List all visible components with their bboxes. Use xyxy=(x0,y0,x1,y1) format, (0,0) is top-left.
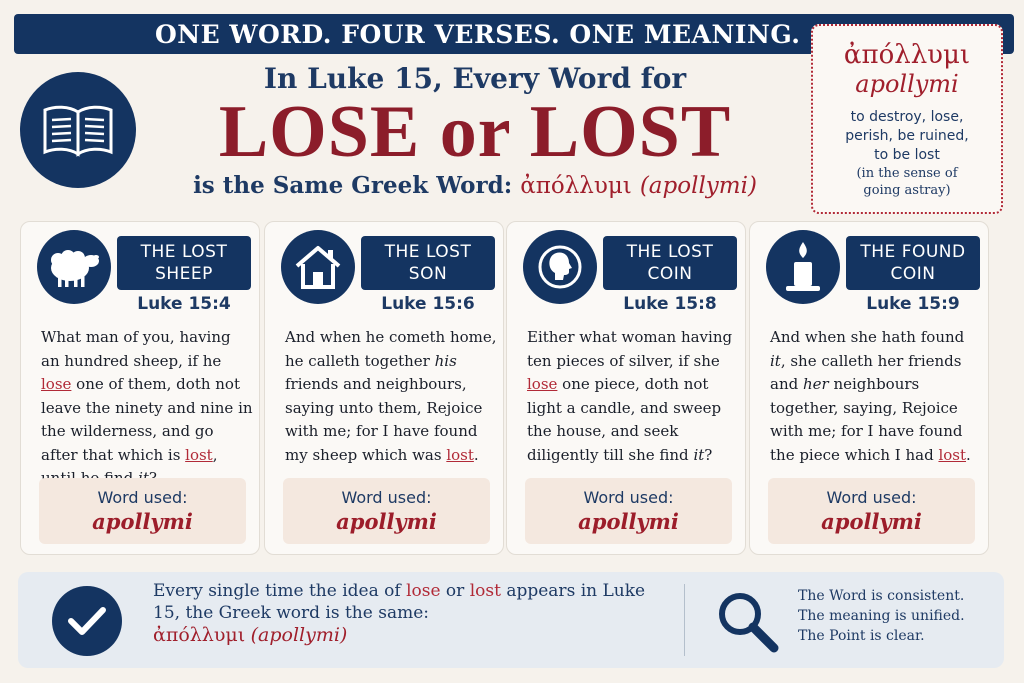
headline-line3 xyxy=(150,172,800,199)
definition-line: to destroy, lose, xyxy=(850,109,964,125)
verse-part: ? xyxy=(704,445,713,464)
house-icon xyxy=(281,230,355,304)
word-used-label: Word used: xyxy=(583,488,674,507)
verse-reference: Luke 15:8 xyxy=(623,294,717,314)
card-lost-sheep xyxy=(20,221,260,555)
definition-meaning xyxy=(813,108,1001,165)
verse-part: What man of you, having an hundred sheep, if he xyxy=(41,328,231,370)
card-title-line: COIN xyxy=(647,264,693,284)
definition-note-line: going astray) xyxy=(863,183,951,198)
verse-text xyxy=(41,326,253,491)
footer-panel xyxy=(18,572,1004,668)
definition-note-line: (in the sense of xyxy=(856,166,958,181)
footer-summary xyxy=(798,586,998,646)
verse-reference: Luke 15:6 xyxy=(381,294,475,314)
footer-text: appears in Luke 15, the Greek word is the same: xyxy=(153,581,646,623)
candle-icon xyxy=(766,230,840,304)
head-profile-icon xyxy=(523,230,597,304)
highlight-word: lose xyxy=(527,375,558,393)
verse-reference: Luke 15:4 xyxy=(137,294,231,314)
checkmark-icon xyxy=(52,586,122,656)
verse-part: one piece, doth not light a candle, and sweep the house, and seek diligently till she find xyxy=(527,375,722,464)
verse-italic: her xyxy=(802,375,829,393)
highlight-word: lose xyxy=(41,375,72,393)
card-title-line: THE LOST xyxy=(626,242,714,262)
card-lost-son xyxy=(264,221,504,555)
headline-line1: In Luke 15, Every Word for xyxy=(263,62,687,95)
footer-translit: (apollymi) xyxy=(250,624,348,646)
footer-greek: ἀπόλλυμι xyxy=(153,624,246,646)
footer-text: Every single time the idea of xyxy=(153,581,407,601)
highlight-word: lost xyxy=(938,445,967,464)
book-icon xyxy=(20,72,136,188)
card-title xyxy=(603,236,737,290)
verse-part: . xyxy=(473,445,479,464)
word-used-label: Word used: xyxy=(97,488,188,507)
card-title-line: THE FOUND xyxy=(860,242,966,262)
summary-line: The Point is clear. xyxy=(798,628,925,644)
verse-italic: it xyxy=(770,351,781,370)
headline-greek: ἀπόλλυμι xyxy=(520,173,632,199)
card-title-line: COIN xyxy=(890,264,936,284)
word-used-value: apollymi xyxy=(92,509,193,534)
card-title-line: THE LOST xyxy=(384,242,472,262)
word-used-label: Word used: xyxy=(826,488,917,507)
summary-line: The Word is consistent. xyxy=(798,588,965,604)
sheep-icon xyxy=(37,230,111,304)
verse-reference: Luke 15:9 xyxy=(866,294,960,314)
verse-text xyxy=(527,326,739,467)
verse-part: Either what woman having ten pieces of silver, if she xyxy=(527,328,733,370)
word-used-value: apollymi xyxy=(578,509,679,534)
card-title-line: THE LOST xyxy=(140,242,228,262)
footer-highlight: lose xyxy=(406,581,441,601)
card-lost-coin xyxy=(506,221,746,555)
word-used-value: apollymi xyxy=(821,509,922,534)
summary-line: The meaning is unified. xyxy=(798,608,965,624)
word-used-box xyxy=(283,478,490,544)
headline-prefix: is the Same Greek Word: xyxy=(193,172,513,199)
verse-text xyxy=(285,326,497,467)
card-title xyxy=(117,236,251,290)
definition-greek: ἀπόλλυμι xyxy=(843,40,971,70)
card-title xyxy=(361,236,495,290)
definition-line: to be lost xyxy=(874,147,940,163)
card-found-coin xyxy=(749,221,989,555)
footer-highlight: lost xyxy=(469,581,501,601)
headline-main: LOSE or LOST xyxy=(218,91,732,173)
verse-text xyxy=(770,326,982,467)
verse-part: friends and neighbours, saying unto them, Rejoice with me; for I have found my sheep which was xyxy=(285,375,483,464)
verse-part: . xyxy=(966,445,971,464)
highlight-word: lost xyxy=(446,445,474,464)
verse-part: neighbours together, saying, Rejoice with me; for I have found the piece which I had xyxy=(770,375,963,464)
banner-text: ONE WORD. FOUR VERSES. ONE MEANING. xyxy=(155,19,801,49)
word-used-label: Word used: xyxy=(341,488,432,507)
definition-translit: apollymi xyxy=(855,70,959,98)
definition-box xyxy=(811,24,1003,214)
verse-part: , she calleth her friends and xyxy=(770,351,962,393)
verse-part: one of them, doth not leave the ninety and nine in the wilderness, and go after that which is xyxy=(41,375,253,464)
verse-part: And when she hath found xyxy=(770,328,965,346)
word-used-box xyxy=(768,478,975,544)
verse-italic: his xyxy=(434,351,457,370)
footer-message xyxy=(153,580,673,647)
card-title xyxy=(846,236,980,290)
card-title-line: SHEEP xyxy=(155,264,213,284)
magnifier-icon xyxy=(708,582,788,662)
verse-italic: it xyxy=(693,445,705,464)
word-used-value: apollymi xyxy=(336,509,437,534)
footer-text: or xyxy=(440,581,470,601)
verse-part: , xyxy=(212,445,218,464)
footer-divider xyxy=(684,584,685,656)
card-title-line: SON xyxy=(408,264,448,284)
headline-translit: (apollymi) xyxy=(639,173,757,199)
highlight-word: lost xyxy=(185,445,213,464)
verse-part: And when he cometh home, he calleth together xyxy=(285,328,497,370)
definition-line: perish, be ruined, xyxy=(845,128,969,144)
word-used-box xyxy=(525,478,732,544)
word-used-box xyxy=(39,478,246,544)
definition-note xyxy=(813,165,1001,199)
